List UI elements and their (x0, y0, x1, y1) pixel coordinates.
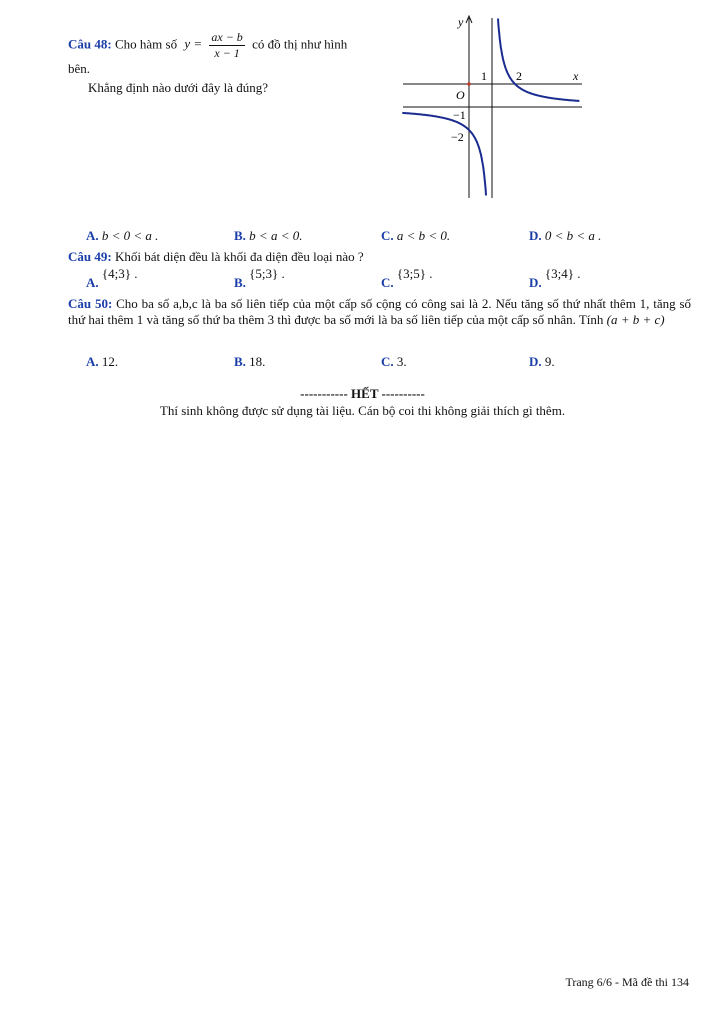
q48-label: Câu 48: (68, 36, 112, 52)
option-letter: C. (381, 228, 394, 243)
q48-fraction (209, 30, 244, 61)
option-text: 3. (396, 354, 407, 369)
option-text: {4;3} . (101, 266, 138, 281)
exam-note: Thí sinh không được sử dụng tài liệu. Cán bộ coi thi không giải thích gì thêm. (159, 403, 566, 418)
q50-option-b[interactable] (234, 354, 265, 370)
option-letter: D. (529, 275, 542, 290)
q48-option-c[interactable] (381, 228, 450, 244)
option-letter: A. (86, 354, 99, 369)
graph-tick-2: 2 (516, 69, 522, 83)
curve-right-branch (498, 19, 579, 101)
q50-paragraph (68, 296, 691, 328)
q50-text: Cho ba số a,b,c là ba số liên tiếp của một cấp số cộng có công sai là 2. Nếu tăng số thứ nhất thêm 1, tăng số thứ hai thêm 1 và tăng số thứ ba thêm 3 thì được ba số mới là ba số liên tiếp của một cấp số nhân. Tính (68, 296, 692, 327)
option-text: {3;4} . (544, 266, 581, 281)
option-letter: D. (529, 354, 542, 369)
q49-option-c[interactable] (381, 266, 433, 290)
option-letter: D. (529, 228, 542, 243)
q49-option-b[interactable] (234, 266, 285, 290)
end-marker: ----------- HẾT ---------- (300, 386, 425, 401)
option-text: b < a < 0. (249, 228, 303, 243)
option-letter: B. (234, 275, 246, 290)
graph-origin-label: O (456, 88, 465, 102)
q48-text-after: có đồ thị như hình (252, 36, 348, 52)
graph-y-label: y (458, 15, 464, 29)
option-letter: B. (234, 354, 246, 369)
q48-option-d[interactable] (529, 228, 601, 244)
q48-line2: bên. (68, 61, 91, 76)
option-text: {3;5} . (396, 266, 433, 281)
q50-label: Câu 50: (68, 296, 113, 311)
graph-tick-m1: −1 (453, 108, 466, 122)
graph-axes (403, 16, 582, 198)
q48-line1 (68, 30, 347, 61)
option-text: 18. (249, 354, 266, 369)
q50-option-a[interactable] (86, 354, 118, 370)
q48-y-eq: y = (184, 36, 203, 52)
q48-option-a[interactable] (86, 228, 158, 244)
option-text: 12. (101, 354, 119, 369)
q48-text-before: Cho hàm số (114, 36, 178, 52)
q50-option-d[interactable] (529, 354, 555, 370)
option-letter: A. (86, 228, 99, 243)
q50-option-c[interactable] (381, 354, 407, 370)
q48-frac-den: x − 1 (214, 46, 240, 60)
q48-line3: Khẳng định nào dưới đây là đúng? (88, 80, 268, 95)
option-text: {5;3} . (249, 266, 285, 281)
option-text: a < b < 0. (396, 228, 451, 243)
option-letter: B. (234, 228, 246, 243)
q49-text: Khối bát diện đều là khối đa diện đều loại nào ? (114, 249, 364, 264)
q49-label: Câu 49: (68, 249, 112, 264)
graph-tick-m2: −2 (451, 130, 464, 144)
q49-option-a[interactable] (86, 266, 138, 290)
q48-frac-num: ax − b (211, 30, 243, 44)
option-text: 0 < b < a . (544, 228, 602, 243)
curve-left-branch (402, 113, 486, 196)
q50-expr: (a + b + c) (606, 312, 665, 327)
graph-x-label: x (573, 69, 579, 83)
graph-tick-1: 1 (481, 69, 487, 83)
option-letter: A. (86, 275, 99, 290)
page-info: Trang 6/6 - Mã đề thi 134 (565, 975, 689, 989)
function-graph (400, 10, 590, 205)
q49-option-d[interactable] (529, 266, 581, 290)
q48-option-b[interactable] (234, 228, 302, 244)
option-text: 9. (544, 354, 555, 369)
q49-line (68, 249, 364, 265)
origin-point (467, 82, 471, 86)
option-text: b < 0 < a . (101, 228, 159, 243)
option-letter: C. (381, 354, 394, 369)
option-letter: C. (381, 275, 394, 290)
